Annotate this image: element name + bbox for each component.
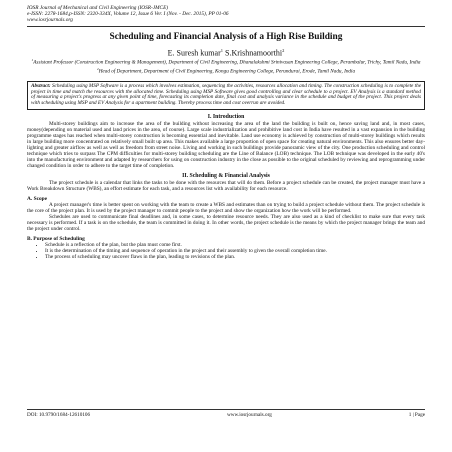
author-sup: 1 [220,47,223,53]
journal-issn: e-ISSN: 2278-1684,p-ISSN: 2320-334X, Volume 12, Issue 6 Ver. I (Nov. - Dec. 2015), PP 01-06 [27,11,229,18]
header-rule [27,26,425,27]
list-item: • The process of scheduling may uncover flaws in the plan, leading to revisions of the plan. [45,255,425,261]
journal-header [27,5,425,24]
affiliation-sup: 2 [96,66,99,71]
footer-website: www.iosrjournals.org [227,412,272,418]
abstract-box [27,81,425,111]
journal-website: www.iosrjournals.org [27,17,73,24]
author-line [27,46,425,58]
author-sup: 2 [282,47,285,53]
affiliation-sup: 1 [31,58,34,63]
footer-doi: DOI: 10.9790/1684-12610106 [27,412,91,418]
scheduling-paragraph: The project schedule is a calendar that links the tasks to be done with the resources that will do them. Before a project schedule can be created, the project manager must have a Work Breakdown Structure (WBS), an effort estimate for each task, and a resources list with availability for each resource. [27,179,425,192]
section-heading-introduction: I. Introduction [207,114,245,121]
affiliation-2 [27,67,425,76]
affiliation-1 [27,58,425,67]
scope-paragraph-2: Schedules are used to communicate final deadlines and, in some cases, to determine resource needs. They are also used as a kind of checklist to make sure that every task necessary is performed. If a task is on the schedule, the team is committed in doing it. In other words, the project schedule is the means by which the project manager brings the team and the project under control. [27,214,425,232]
subsection-heading-scope: A. Scope [27,195,48,202]
list-item: • It is the determination of the timing and sequence of operation in the project and their assembly to given the overall completion time. [45,249,425,255]
affiliation-text: Assistant Professor (Construction Engineering & Management), Department of Civil Engineering, Dhanalakshmi Srinivasan Engineering College, Perambalur, Trichy, Tamil Nadu, India [33,60,421,66]
footer-page-number: 1 | Page [408,412,425,418]
abstract-label: Abstract: [31,82,51,89]
intro-paragraph: Multi-storey buildings aim to increase the area of the building without increasing the area of the land the building is built on, hence saving land and, in most cases, money(depending on material used and land prices in the area, of course). Large scale industrialization and prohibitive land cost in India have resulted in a vast expansion in the building programme stages has reached when multi-storey construction is becoming essential and inevitable. Land use economy is achieved by construction of multi-storey buildings which results in large building more concentrated on relatively small built up area. This makes available a large proportion of open space for creating natural environments. This also ensures better day-lighting and greater airflow as well as well as freedom from street noise. Living and working in such buildings provide panoramic view of the city. One production scheduling and control technique which tries to surpass The CPM difficulties for multi-storey building scheduling are the Line of Balance (LOB) technique. The LOB technique was developed in the early 40's into the manufacturing environment and adapted by researchers for using on construction industry in the close as possible to the original scheduled by reviewing and reprogramming under changed condition in order to adhere to the target time of completion. [27,120,425,169]
list-item: • Schedule is a reflection of the plan, but the plan must come first. [45,243,425,249]
scope-paragraph-1: A project manager's time is better spent on working with the team to create a WBS and estimates than on trying to build a project schedule without them. The project schedule is the core of the project plan. It is used by the project manager to commit people to the project and show the organization how the work will be performed. [27,202,425,215]
subsection-heading-purpose: B. Purpose of Scheduling [27,235,85,242]
author-name: S.Krishnamoorthi [225,48,283,58]
paper-title: Scheduling and Financial Analysis of a High Rise Building [109,31,343,42]
page-footer [27,409,425,418]
journal-name: IOSR Journal of Mechanical and Civil Engineering (IOSR-JMCE) [27,5,169,11]
purpose-list [27,243,425,261]
affiliation-text: Head of Department, Department of Civil Engineering, Kongu Engineering College, Perundurai, Erode, Tamil Nadu, India [98,68,356,75]
affiliations [27,58,425,75]
section-heading-scheduling: II. Scheduling & Financial Analysis [182,173,270,180]
abstract-text: Scheduling using MSP Software is a process which involves estimation, sequencing the activities, resources allocation and timing. The construction scheduling is to complete the project in time and match the resources with the allocated time. Scheduling using MSP Software gives good controlling and clear schedule to a project. EV Analysis is a standard method of measuring a project's progress at any given point of time, forecasting its completion date, final cost and analysis variance in the schedule and budget of the project. This project deals with scheduling using MSP and EV Analysis for a apartment building. Thereby process time and cost overrun are avoided. [31,82,421,107]
author-name: E. Suresh kumar [167,48,221,58]
